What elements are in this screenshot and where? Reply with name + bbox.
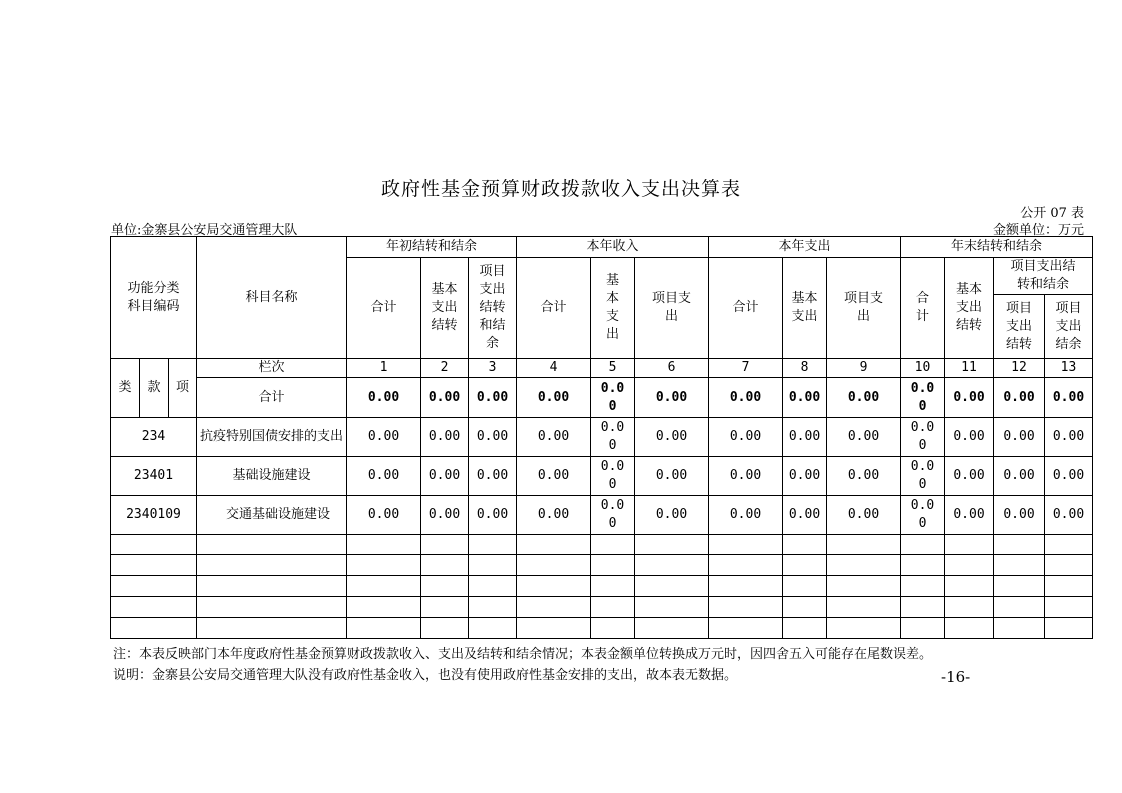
row-cell: 0.0 0 [591,457,635,496]
total-cell: 0.00 [994,378,1045,418]
col-number: 11 [945,359,994,378]
total-cell: 0.00 [517,378,591,418]
lei-header: 类 [111,359,140,418]
total-cell: 0.00 [635,378,709,418]
row-cell: 0.00 [469,457,517,496]
row-cell: 0.00 [783,418,827,457]
end-total-header: 合 计 [901,258,945,359]
income-project-header: 项目支 出 [635,258,709,359]
total-cell: 0.0 0 [901,378,945,418]
row-cell: 0.00 [1045,496,1093,535]
col-number: 8 [783,359,827,378]
row-cell: 0.00 [347,418,421,457]
empty-row [111,597,1093,618]
row-cell: 0.00 [994,496,1045,535]
row-cell: 0.00 [827,457,901,496]
begin-project-header: 项目 支出 结转 和结 余 [469,258,517,359]
row-code: 23401 [111,457,197,496]
row-name: 交通基础设施建设 [197,496,347,535]
row-cell: 0.00 [421,496,469,535]
total-cell: 0.00 [421,378,469,418]
income-header: 本年收入 [517,237,709,258]
col-number: 7 [709,359,783,378]
row-cell: 0.00 [635,418,709,457]
col-number: 5 [591,359,635,378]
total-cell: 0.00 [945,378,994,418]
row-cell: 0.00 [1045,418,1093,457]
row-name: 抗疫特别国债安排的支出 [197,418,347,457]
row-cell: 0.00 [783,457,827,496]
begin-balance-header: 年初结转和结余 [347,237,517,258]
total-cell: 0.00 [709,378,783,418]
row-cell: 0.00 [945,418,994,457]
explanation: 说明：金寨县公安局交通管理大队没有政府性基金收入，也没有使用政府性基金安排的支出，故本表无数据。 [113,668,738,683]
col-number: 12 [994,359,1045,378]
function-code-header: 功能分类 科目编码 [111,237,197,359]
row-cell: 0.00 [421,418,469,457]
begin-basic-header: 基本 支出 结转 [421,258,469,359]
row-cell: 0.0 0 [901,418,945,457]
row-code: 2340109 [111,496,197,535]
end-project-surplus-header: 项目 支出 结余 [1045,295,1093,359]
page-title: 政府性基金预算财政拨款收入支出决算表 [380,178,741,200]
subject-name-header: 科目名称 [197,237,347,359]
income-total-header: 合计 [517,258,591,359]
total-cell: 0.00 [1045,378,1093,418]
row-cell: 0.00 [635,496,709,535]
row-cell: 0.00 [994,457,1045,496]
empty-row [111,618,1093,639]
expense-header: 本年支出 [709,237,901,258]
col-number: 13 [1045,359,1093,378]
total-cell: 0.00 [469,378,517,418]
xiang-header: 项 [169,359,197,418]
total-cell: 0.00 [827,378,901,418]
expense-total-header: 合计 [709,258,783,359]
end-project-group-header: 项目支出结 转和结余 [994,258,1093,295]
expense-basic-header: 基本 支出 [783,258,827,359]
end-basic-header: 基本 支出 结转 [945,258,994,359]
total-cell: 0.0 0 [591,378,635,418]
row-cell: 0.0 0 [901,496,945,535]
lanci-label: 栏次 [197,359,347,378]
col-number: 6 [635,359,709,378]
row-cell: 0.00 [635,457,709,496]
col-number: 9 [827,359,901,378]
row-cell: 0.00 [783,496,827,535]
row-cell: 0.0 0 [591,496,635,535]
row-cell: 0.00 [517,496,591,535]
row-cell: 0.00 [827,418,901,457]
row-cell: 0.00 [421,457,469,496]
end-balance-header: 年末结转和结余 [901,237,1093,258]
col-number: 1 [347,359,421,378]
row-code: 234 [111,418,197,457]
empty-row [111,535,1093,555]
kuan-header: 款 [140,359,169,418]
row-cell: 0.00 [517,457,591,496]
row-cell: 0.00 [709,457,783,496]
col-number: 2 [421,359,469,378]
expense-project-header: 项目支 出 [827,258,901,359]
row-cell: 0.0 0 [591,418,635,457]
row-cell: 0.00 [709,496,783,535]
empty-row [111,555,1093,576]
begin-total-header: 合计 [347,258,421,359]
table-row [111,457,1093,496]
row-cell: 0.00 [827,496,901,535]
col-number: 4 [517,359,591,378]
row-name: 基础设施建设 [197,457,347,496]
col-number: 10 [901,359,945,378]
row-cell: 0.00 [517,418,591,457]
table-row [111,418,1093,457]
budget-table [110,236,1093,639]
page-number: -16- [941,668,971,686]
form-number: 公开 07 表 [1020,206,1084,221]
column-number-row [111,359,1093,378]
row-cell: 0.00 [945,457,994,496]
money-unit-label: 金额单位：万元 [992,223,1084,238]
empty-row [111,576,1093,597]
col-number: 3 [469,359,517,378]
unit-label: 单位:金寨县公安局交通管理大队 [111,223,298,238]
total-cell: 0.00 [783,378,827,418]
row-cell: 0.00 [347,496,421,535]
footnote: 注：本表反映部门本年度政府性基金预算财政拨款收入、支出及结转和结余情况；本表金额单位转换成万元时，因四舍五入可能存在尾数误差。 [113,647,933,662]
row-cell: 0.00 [1045,457,1093,496]
end-project-carry-header: 项目 支出 结转 [994,295,1045,359]
row-cell: 0.0 0 [901,457,945,496]
row-cell: 0.00 [469,418,517,457]
total-label: 合计 [197,378,347,418]
total-cell: 0.00 [347,378,421,418]
income-basic-header: 基 本 支 出 [591,258,635,359]
row-cell: 0.00 [945,496,994,535]
table-row [111,496,1093,535]
row-cell: 0.00 [994,418,1045,457]
row-cell: 0.00 [469,496,517,535]
total-row [111,378,1093,418]
row-cell: 0.00 [709,418,783,457]
row-cell: 0.00 [347,457,421,496]
